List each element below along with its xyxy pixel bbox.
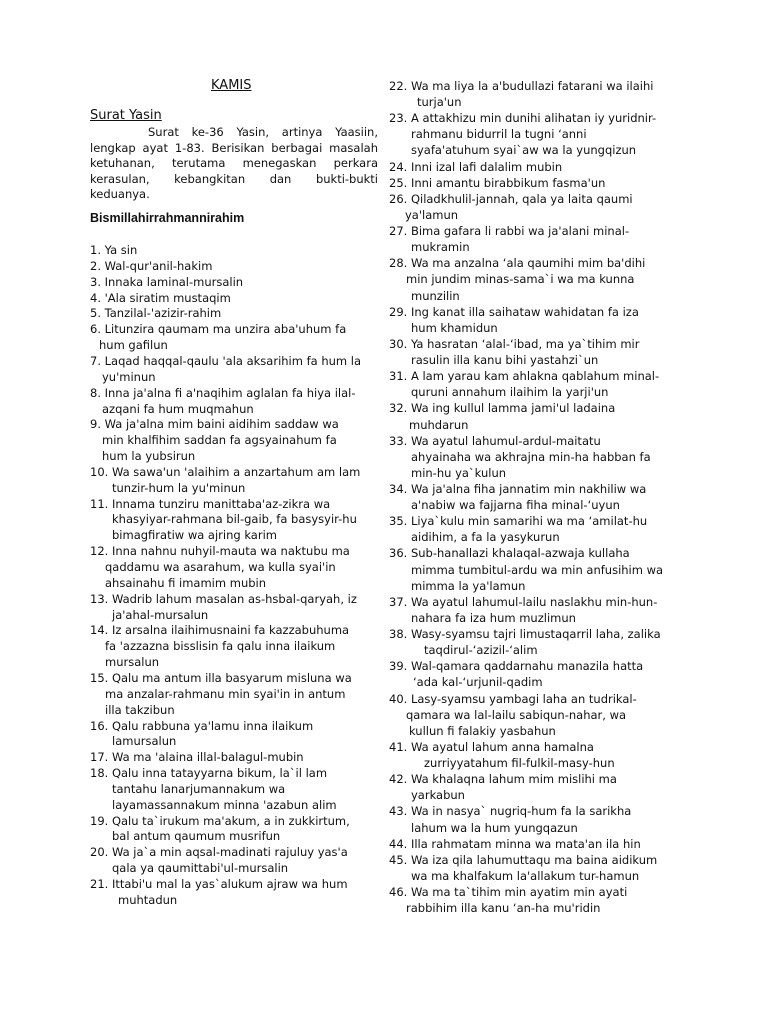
verse-line: rabbihim illa kanu ‘an-ha mu'ridin xyxy=(406,901,601,916)
verse-line: illa takzibun xyxy=(105,702,175,717)
verse-line: 8. Inna ja'alna fi a'naqihim aglalan fa hiya ilal- xyxy=(90,385,356,400)
intro-line: lengkap ayat 1-83. Berisikan berbagai masalah xyxy=(90,140,378,155)
verse-line: yarkabun xyxy=(411,788,465,803)
intro-line: keduanya. xyxy=(90,187,150,201)
verse-line: 13. Wadrib lahum masalan as-hsbal-qaryah, iz xyxy=(90,591,357,606)
verse-line: 31. A lam yarau kam ahlakna qablahum minal- xyxy=(389,369,660,384)
verse-line: turja'un xyxy=(417,95,462,110)
verse-line: layamassannakum minna 'azabun alim xyxy=(112,797,337,812)
verse-line: nahara fa iza hum muzlimun xyxy=(411,610,576,625)
verse-line: 11. Innama tunziru manittaba'az-zikra wa xyxy=(90,496,331,511)
verse-line: 36. Sub-hanallazi khalaqal-azwaja kullaha xyxy=(389,546,630,561)
verse-line: 43. Wa in nasya` nugriq-hum fa la sarikha xyxy=(389,804,632,819)
verse-line: 35. Liya`kulu min samarihi wa ma ‘amilat-hu xyxy=(389,514,648,529)
verse-line: 28. Wa ma anzalna ‘ala qaumihi mim ba'dihi xyxy=(389,256,646,271)
surat-title: Surat Yasin xyxy=(90,108,162,123)
verse-line: mukramin xyxy=(411,240,470,255)
verse-line: yu'minun xyxy=(102,369,156,384)
verse-line: 3. Innaka laminal-mursalin xyxy=(90,274,244,289)
verse-line: 33. Wa ayatul lahumul-ardul-maitatu xyxy=(389,433,601,448)
verse-line: lahum wa la hum yungqazun xyxy=(411,820,578,835)
verse-line: 12. Inna nahnu nuhyil-mauta wa naktubu ma xyxy=(90,544,350,559)
verse-line: rasulin illa kanu bihi yastahzi`un xyxy=(411,353,599,368)
verse-line: 38. Wasy-syamsu tajri limustaqarril laha, zalika xyxy=(389,627,661,642)
verse-line: ahyainaha wa akhrajna min-ha habban fa xyxy=(411,449,651,464)
verse-line: ja'ahal-mursalun xyxy=(112,607,209,622)
verse-line: 10. Wa sawa'un 'alaihim a anzartahum am lam xyxy=(90,464,361,479)
verse-line: lamursalun xyxy=(112,734,177,749)
verse-line: 39. Wal-qamara qaddarnahu manazila hatta xyxy=(389,659,644,674)
verse-line: 20. Wa ja`a min aqsal-madinati rajuluy yas'a xyxy=(90,845,348,860)
verse-line: fa 'azzazna bisslisin fa qalu inna ilaikum xyxy=(105,639,336,654)
verse-line: 24. Inni izal lafi dalalim mubin xyxy=(389,159,563,174)
verse-line: 44. Illa rahmatam minna wa mata'an ila hin xyxy=(389,836,641,851)
verse-line: hum la yubsirun xyxy=(102,449,196,464)
verse-line: aidihim, a fa la yasykurun xyxy=(411,530,560,545)
verse-line: 6. Litunzira qaumam ma unzira aba'uhum fa xyxy=(90,322,347,337)
verse-line: quruni annahum ilaihim la yarji'un xyxy=(411,385,609,400)
verse-line: taqdirul-‘azizil-‘alim xyxy=(424,643,538,658)
intro-line: ketuhanan, terutama menegaskan perkara xyxy=(90,156,378,170)
verse-line: 2. Wal-qur'anil-hakim xyxy=(90,258,213,273)
intro-line: Surat ke-36 Yasin, artinya Yaasiin, xyxy=(148,125,378,139)
verse-line: hum khamidun xyxy=(411,320,498,335)
verse-line: ahsainahu fi imamim mubin xyxy=(105,575,267,590)
verse-line: 19. Qalu ta`irukum ma'akum, a in zukkirtum, xyxy=(90,813,350,828)
verse-line: bimagfiratiw wa ajring karim xyxy=(112,528,277,543)
verse-line: 34. Wa ja'alna fiha jannatim min nakhiliw wa xyxy=(389,482,647,496)
verse-line: qamara wa lal-lailu sabiqun-nahar, wa xyxy=(406,707,627,722)
verse-line: 42. Wa khalaqna lahum mim mislihi ma xyxy=(389,772,617,787)
verse-line: 30. Ya hasratan ‘alal-‘ibad, ma ya`tihim mir xyxy=(389,336,640,351)
verse-line: kullun fi falakiy yasbahun xyxy=(409,723,556,738)
verse-line: mimma tumbitul-ardu wa min anfusihim wa xyxy=(411,562,664,577)
page-title: KAMIS xyxy=(211,78,252,93)
verse-line: wa ma khalfakum la'allakum tur-hamun xyxy=(411,868,640,883)
verse-line: mimma la ya'lamun xyxy=(411,578,526,593)
verse-line: 1. Ya sin xyxy=(90,243,138,257)
verse-line: muhtadun xyxy=(118,892,178,907)
verse-line: min-hu ya`kulun xyxy=(411,465,507,480)
verse-line: ya'lamun xyxy=(405,207,459,222)
verse-line: azqani fa hum muqmahun xyxy=(102,401,254,416)
verse-line: qaddamu wa asarahum, wa kulla syai'in xyxy=(105,560,336,574)
verse-line: 5. Tanzilal-'azizir-rahim xyxy=(90,306,222,321)
verse-line: 18. Qalu inna tatayyarna bikum, la`il lam xyxy=(90,766,328,781)
verse-line: khasyiyar-rahmana bil-gaib, fa basysyir-hu xyxy=(112,512,357,527)
verse-line: tantahu lanarjumannakum wa xyxy=(112,781,286,796)
verse-line: 37. Wa ayatul lahumul-lailu naslakhu min-hun- xyxy=(389,594,658,609)
verse-line: 4. 'Ala siratim mustaqim xyxy=(90,290,231,305)
verse-line: bal antum qaumum musrifun xyxy=(112,829,281,844)
bismillah-heading: Bismillahirrahmannirahim xyxy=(90,211,245,225)
verse-line: 22. Wa ma liya la a'budullazi fatarani wa ilaihi xyxy=(389,79,654,93)
verse-line: 7. Laqad haqqal-qaulu 'ala aksarihim fa hum la xyxy=(90,353,362,368)
verse-line: 45. Wa iza qila lahumuttaqu ma baina aidikum xyxy=(389,852,658,867)
verse-line: rahmanu bidurril la tugni ‘anni xyxy=(411,127,587,142)
verse-line: syafa'atuhum syai`aw wa la yungqizun xyxy=(411,143,637,158)
verse-line: 41. Wa ayatul lahum anna hamalna xyxy=(389,739,594,754)
verse-line: munzilin xyxy=(411,288,460,303)
verse-line: hum gafilun xyxy=(99,338,168,353)
verse-line: 16. Qalu rabbuna ya'lamu inna ilaikum xyxy=(90,718,314,733)
verse-line: ma anzalar-rahmanu min syai'in in antum xyxy=(105,686,346,701)
verse-line: 26. Qiladkhulil-jannah, qala ya laita qaumi xyxy=(389,191,633,206)
verse-line: min jundim minas-sama`i wa ma kunna xyxy=(406,272,635,287)
verse-line: 40. Lasy-syamsu yambagi laha an tudrikal- xyxy=(389,691,637,706)
verse-line: 27. Bima gafara li rabbi wa ja'alani minal- xyxy=(389,224,630,239)
verse-line: 21. Ittabi'u mal la yas`alukum ajraw wa hum xyxy=(90,877,348,891)
verse-line: 9. Wa ja'alna mim baini aidihim saddaw wa xyxy=(90,417,339,432)
verse-line: 46. Wa ma ta`tihim min ayatim min ayati xyxy=(389,885,628,899)
verse-line: zurriyyatahum fil-fulkil-masy-hun xyxy=(424,756,615,771)
verse-line: a'nabiw wa fajjarna fiha minal-‘uyun xyxy=(411,498,620,513)
verse-line: mursalun xyxy=(105,655,160,670)
verse-line: 23. A attakhizu min dunihi alihatan iy yuridnir- xyxy=(389,111,657,126)
verse-line: ‘ada kal-‘urjunil-qadim xyxy=(413,675,543,690)
verse-line: min khalfihim saddan fa agsyainahum fa xyxy=(102,433,337,448)
verse-line: 17. Wa ma 'alaina illal-balagul-mubin xyxy=(90,750,304,765)
verse-line: 32. Wa ing kullul lamma jami'ul ladaina xyxy=(389,401,616,416)
verse-line: 29. Ing kanat illa saihataw wahidatan fa iza xyxy=(389,304,639,319)
verse-line: 25. Inni amantu birabbikum fasma'un xyxy=(389,175,606,190)
verse-line: tunzir-hum la yu'minun xyxy=(112,480,246,495)
verse-line: 15. Qalu ma antum illa basyarum misluna wa xyxy=(90,670,352,685)
intro-line: kerasulan, kebangkitan dan bukti-bukti xyxy=(90,171,378,186)
verse-line: muhdarun xyxy=(409,417,469,432)
verse-line: 14. Iz arsalna ilaihimusnaini fa kazzabuhuma xyxy=(90,623,350,638)
intro-paragraph xyxy=(90,125,378,203)
verse-line: qala ya qaumittabi'ul-mursalin xyxy=(112,861,289,876)
